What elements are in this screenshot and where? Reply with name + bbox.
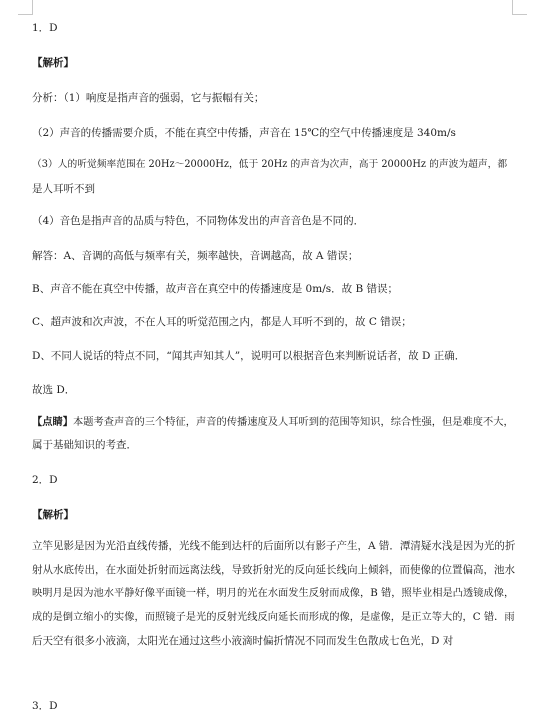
question-2-number: 2．D: [32, 474, 58, 486]
question-2-analysis-label: 【解析】: [32, 509, 74, 521]
q1-comment-label: 【点睛】: [32, 416, 74, 428]
q1-answer-line: D、不同人说话的特点不同，“闻其声知其人”，说明可以根据音色来判断说话者，故 D 正确．: [32, 350, 466, 362]
question-1-number: 1．D: [32, 22, 58, 34]
q1-comment-line-2: 属于基础知识的考查．: [32, 439, 137, 451]
q1-analysis-line: （4）音色是指声音的品质与特色，不同物体发出的声音音色是不同的．: [32, 215, 365, 227]
q1-analysis-line: 分析：（1）响度是指声音的强弱，它与振幅有关；: [32, 92, 265, 104]
question-1-analysis-label: 【解析】: [32, 57, 74, 69]
crop-mark-right: [512, 0, 527, 15]
q1-comment-line-1: [32, 415, 518, 429]
question-3-number: 3．D: [32, 700, 58, 712]
crop-mark-left: [18, 0, 33, 15]
q1-answer-line: 解答：A、音调的高低与频率有关，频率越快，音调越高，故 A 错误；: [32, 250, 359, 262]
q2-paragraph-line: 射从水底传出，在水面处折射而远离法线，导致折射光的反向延长线向上倾斜，而使像的位置偏高，池水: [32, 564, 515, 576]
q1-analysis-line: （3）人的听觉频率范围在 20Hz～20000Hz，低于 20Hz 的声音为次声，高于 20000Hz 的声波为超声，都: [32, 159, 508, 170]
q1-conclusion: 故选 D．: [32, 384, 76, 396]
q1-answer-line: C、超声波和次声波，不在人耳的听觉范围之内，都是人耳听不到的，故 C 错误；: [32, 316, 412, 328]
q2-paragraph-line: 映明月是因为池水平静好像平面镜一样，明月的光在水面发生反射而成像，B 错，照毕业相是凸透镜成像，: [32, 587, 515, 599]
q1-answer-line: B、声音不能在真空中传播，故声音在真空中的传播速度是 0m/s．故 B 错误；: [32, 283, 399, 295]
q2-paragraph-line: 立竿见影是因为光沿直线传播，光线不能到达杆的后面所以有影子产生，A 错．潭清疑水浅是因为光的折: [32, 540, 516, 552]
q2-paragraph-line: 成的是倒立缩小的实像，而照镜子是光的反射光线反向延长而形成的像，是虚像，是正立等大的，C 错．雨: [32, 611, 515, 623]
q2-paragraph-line: 后天空有很多小液滴，太阳光在通过这些小液滴时偏折情况不同而发生色散成七色光，D 对: [32, 635, 454, 647]
q1-analysis-line: 是人耳听不到: [32, 183, 95, 195]
q1-analysis-line: （2）声音的传播需要介质，不能在真空中传播，声音在 15℃的空气中传播速度是 340m/s: [32, 127, 456, 139]
q1-comment-text: 本题考查声音的三个特征，声音的传播速度及人耳听到的范围等知识，综合性强，但是难度不大，: [73, 416, 514, 428]
